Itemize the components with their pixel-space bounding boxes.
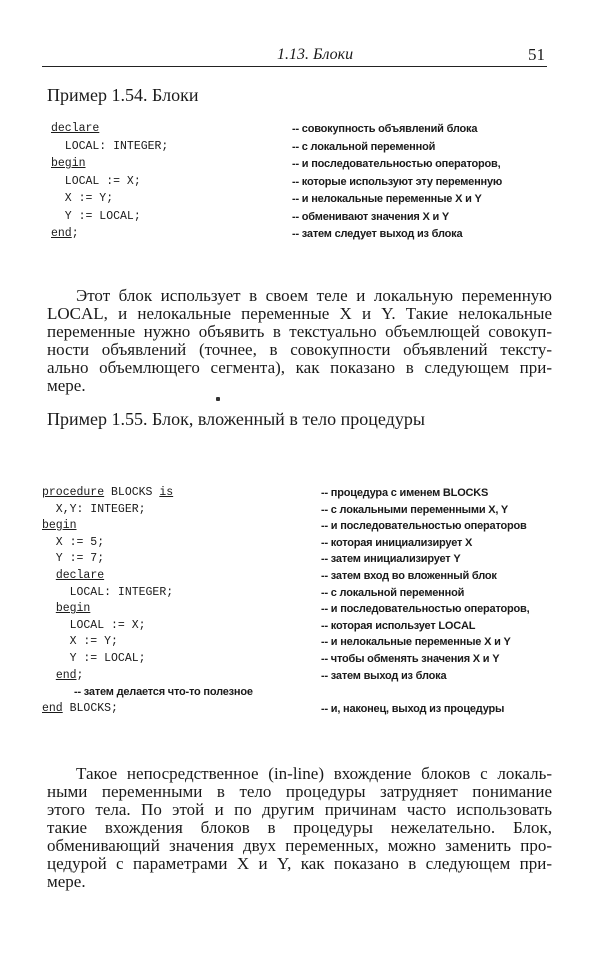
code-comment: -- чтобы обменять значения X и Y xyxy=(321,653,500,665)
code-text: BLOCKS xyxy=(104,486,160,499)
code-comment: -- с локальной переменной xyxy=(321,586,465,599)
code-text xyxy=(42,669,56,682)
code-comment: -- совокупность объявлений блока xyxy=(292,123,478,135)
paragraph-line: цедурой с параметрами X и Y, как показано в следующем при- xyxy=(47,854,552,873)
code-text: X := 5; xyxy=(42,535,105,549)
code-line xyxy=(42,669,83,683)
code-keyword: declare xyxy=(55,569,105,582)
code-comment: -- и последовательностью операторов xyxy=(321,520,527,533)
paragraph-line: мере. xyxy=(47,872,86,891)
code-text: BLOCKS; xyxy=(62,701,118,715)
paragraph-1 xyxy=(47,287,552,395)
code-line xyxy=(42,702,118,716)
code-text xyxy=(42,602,56,615)
example-1-caption: Пример 1.54. Блоки xyxy=(47,85,199,105)
code-text: ; xyxy=(71,227,79,240)
print-speck xyxy=(216,397,220,401)
code-keyword: begin xyxy=(42,519,77,533)
code-text: Y := 7; xyxy=(42,552,105,566)
code-text: Y := LOCAL; xyxy=(51,209,141,223)
code-keyword: is xyxy=(159,486,174,499)
code-line xyxy=(51,157,86,171)
code-text: LOCAL: INTEGER; xyxy=(42,585,174,599)
code-keyword: end xyxy=(55,668,77,682)
code-line xyxy=(42,586,173,600)
code-comment: -- затем следует выход из блока xyxy=(292,228,463,240)
code-line xyxy=(42,519,77,533)
paragraph-line: ными переменными в тело процедуры затрудняет понимание xyxy=(47,782,552,801)
paragraph-line: обменивающий значения двух переменных, можно заменить про- xyxy=(47,836,552,855)
code-keyword: procedure xyxy=(42,486,105,499)
code-keyword: begin xyxy=(51,157,86,170)
code-comment: -- которая инициализирует X xyxy=(321,536,473,549)
code-comment: -- с локальной переменной xyxy=(292,140,436,153)
code-comment: -- которые используют эту переменную xyxy=(292,175,503,188)
code-line xyxy=(51,175,141,189)
code-line xyxy=(42,652,146,666)
code-comment: -- и, наконец, выход из процедуры xyxy=(321,702,505,715)
code-line xyxy=(42,619,146,633)
code-line xyxy=(42,503,146,517)
code-inline-comment: -- затем делается что-то полезное xyxy=(74,686,253,699)
code-line xyxy=(51,140,168,154)
code-keyword: declare xyxy=(51,122,100,135)
paragraph-line: переменные нужно объявить в текстуально объемлющей совокуп- xyxy=(47,322,552,341)
code-keyword: begin xyxy=(55,602,91,616)
code-text: ; xyxy=(76,668,84,682)
code-text xyxy=(42,569,56,582)
code-comment: -- процедура с именем BLOCKS xyxy=(321,487,489,499)
running-header xyxy=(42,44,547,67)
paragraph-line: Такое непосредственное (in-line) вхождение блоков с локаль- xyxy=(76,764,552,783)
code-comment: -- и нелокальные переменные X и Y xyxy=(321,636,511,649)
code-line xyxy=(51,227,79,241)
paragraph-line: Этот блок использует в своем теле и локальную переменную xyxy=(76,286,552,305)
code-line xyxy=(51,210,141,224)
code-keyword: end xyxy=(51,227,72,240)
code-comment: -- и последовательностью операторов, xyxy=(321,603,530,616)
code-text: X := Y; xyxy=(51,192,114,205)
code-line xyxy=(42,602,90,616)
code-comment: -- которая использует LOCAL xyxy=(321,619,476,632)
code-text: X := Y; xyxy=(42,635,118,649)
paragraph-line: такие вхождения блоков в процедуры нежелательно. Блок, xyxy=(47,818,552,837)
paragraph-line: этого тела. По этой и по другим причинам часто использовать xyxy=(47,800,552,819)
code-line xyxy=(42,635,118,649)
code-comment: -- и последовательностью операторов, xyxy=(292,158,501,170)
code-line xyxy=(51,192,113,206)
code-text: Y := LOCAL; xyxy=(42,652,146,665)
code-comment: -- затем вход во вложенный блок xyxy=(321,570,497,582)
paragraph-line: ально объемлющего сегмента), как показано в следующем при- xyxy=(47,358,552,377)
code-line xyxy=(42,552,104,566)
paragraph-line: ности объявлений (точнее, в совокупности объявлений тексту- xyxy=(47,340,552,359)
code-comment: -- и нелокальные переменные X и Y xyxy=(292,193,482,205)
paragraph-line: мере. xyxy=(47,376,86,395)
example-2-caption: Пример 1.55. Блок, вложенный в тело процедуры xyxy=(47,409,425,429)
code-comment: -- обменивают значения X и Y xyxy=(292,210,449,223)
code-keyword: end xyxy=(42,701,63,715)
paragraph-2 xyxy=(47,765,552,891)
code-text: LOCAL := X; xyxy=(42,618,146,632)
code-line xyxy=(42,486,173,500)
code-comment: -- затем инициализирует Y xyxy=(321,553,461,566)
code-comment: -- с локальными переменными X, Y xyxy=(321,503,509,516)
section-title: 1.13. Блоки xyxy=(277,46,354,63)
code-comment: -- затем выход из блока xyxy=(321,669,447,682)
code-line xyxy=(51,122,99,136)
code-line xyxy=(42,569,104,583)
page-number: 51 xyxy=(528,45,545,64)
code-line xyxy=(42,536,104,550)
code-text: X,Y: INTEGER; xyxy=(42,502,146,516)
code-text: LOCAL := X; xyxy=(51,174,141,188)
paragraph-line: LOCAL, и нелокальные переменные X и Y. Такие нелокальные xyxy=(47,304,552,323)
code-text: LOCAL: INTEGER; xyxy=(51,139,169,153)
